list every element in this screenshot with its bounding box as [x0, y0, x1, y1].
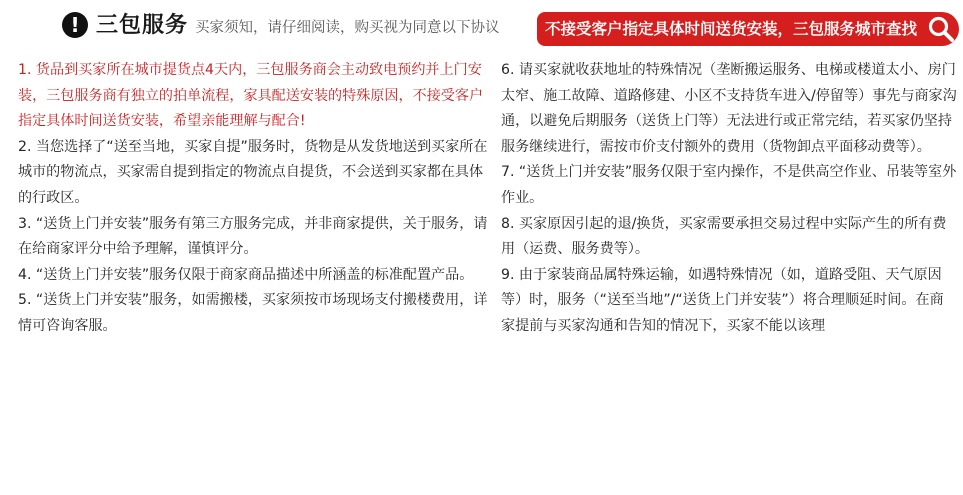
terms-item-6: 6. 请买家就收获地址的特殊情况（垄断搬运服务、电梯或楼道太小、房门太窄、施工故障、道路修建、小区不支持货车进入/停留等）事先与商家沟通，以避免后期服务（送货上门等）无法进行或正常完结，若买家仍坚持服务继续进行，需按市价支付额外的费用（货物卸点平面移动费等）。 [501, 62, 957, 155]
exclamation-icon: ! [62, 12, 88, 38]
terms-item-4: 4. “送货上门并安装”服务仅限于商家商品描述中所涵盖的标准配置产品。 [18, 266, 474, 283]
terms-item-9: 9. 由于家装商品属特殊运输，如遇特殊情况（如，道路受阻、天气原因等）时，服务（“送至当地”/“送货上门并安装”）将合理顺延时间。在商家提前与买家沟通和告知的情况下，买家不能以该理 [501, 266, 944, 334]
terms-item-3: 3. “送货上门并安装”服务有第三方服务完成，并非商家提供，关于服务，请在给商家评分中给予理解，谨慎评分。 [18, 215, 488, 258]
terms-item-1: 1. 货品到买家所在城市提货点4天内，三包服务商会主动致电预约并上门安装，三包服务商有独立的拍单流程，家具配送安装的特殊原因，不接受客户指定具体时间送货安装，希望亲能理解与配合! [18, 62, 484, 130]
terms-item-7: 7. “送货上门并安装”服务仅限于室内操作，不是供高空作业、吊装等室外作业。 [501, 164, 957, 206]
terms-item-2: 2. 当您选择了“送至当地，买家自提”服务时，货物是从发货地送到买家所在城市的物流点，买家需自提到指定的物流点自提货，不会送到买家都在具体的行政区。 [18, 138, 488, 206]
page-title: 三包服务 [96, 13, 189, 38]
terms-item-5: 5. “送货上门并安装”服务，如需搬楼，买家须按市场现场支付搬楼费用，详情可咨询客服。 [18, 292, 488, 334]
banner-text: 不接受客户指定具体时间送货安装，三包服务城市查找 [545, 20, 918, 38]
terms-item-8: 8. 买家原因引起的退/换货，买家需要承担交易过程中实际产生的所有费用（运费、服务费等）。 [501, 215, 947, 258]
terms-left-column [18, 58, 490, 340]
search-icon[interactable] [927, 15, 955, 43]
page-subtitle: 买家须知，请仔细阅读，购买视为同意以下协议 [195, 20, 500, 36]
service-city-search-banner[interactable] [537, 12, 959, 46]
terms-right-column [501, 58, 957, 340]
header [0, 0, 963, 56]
